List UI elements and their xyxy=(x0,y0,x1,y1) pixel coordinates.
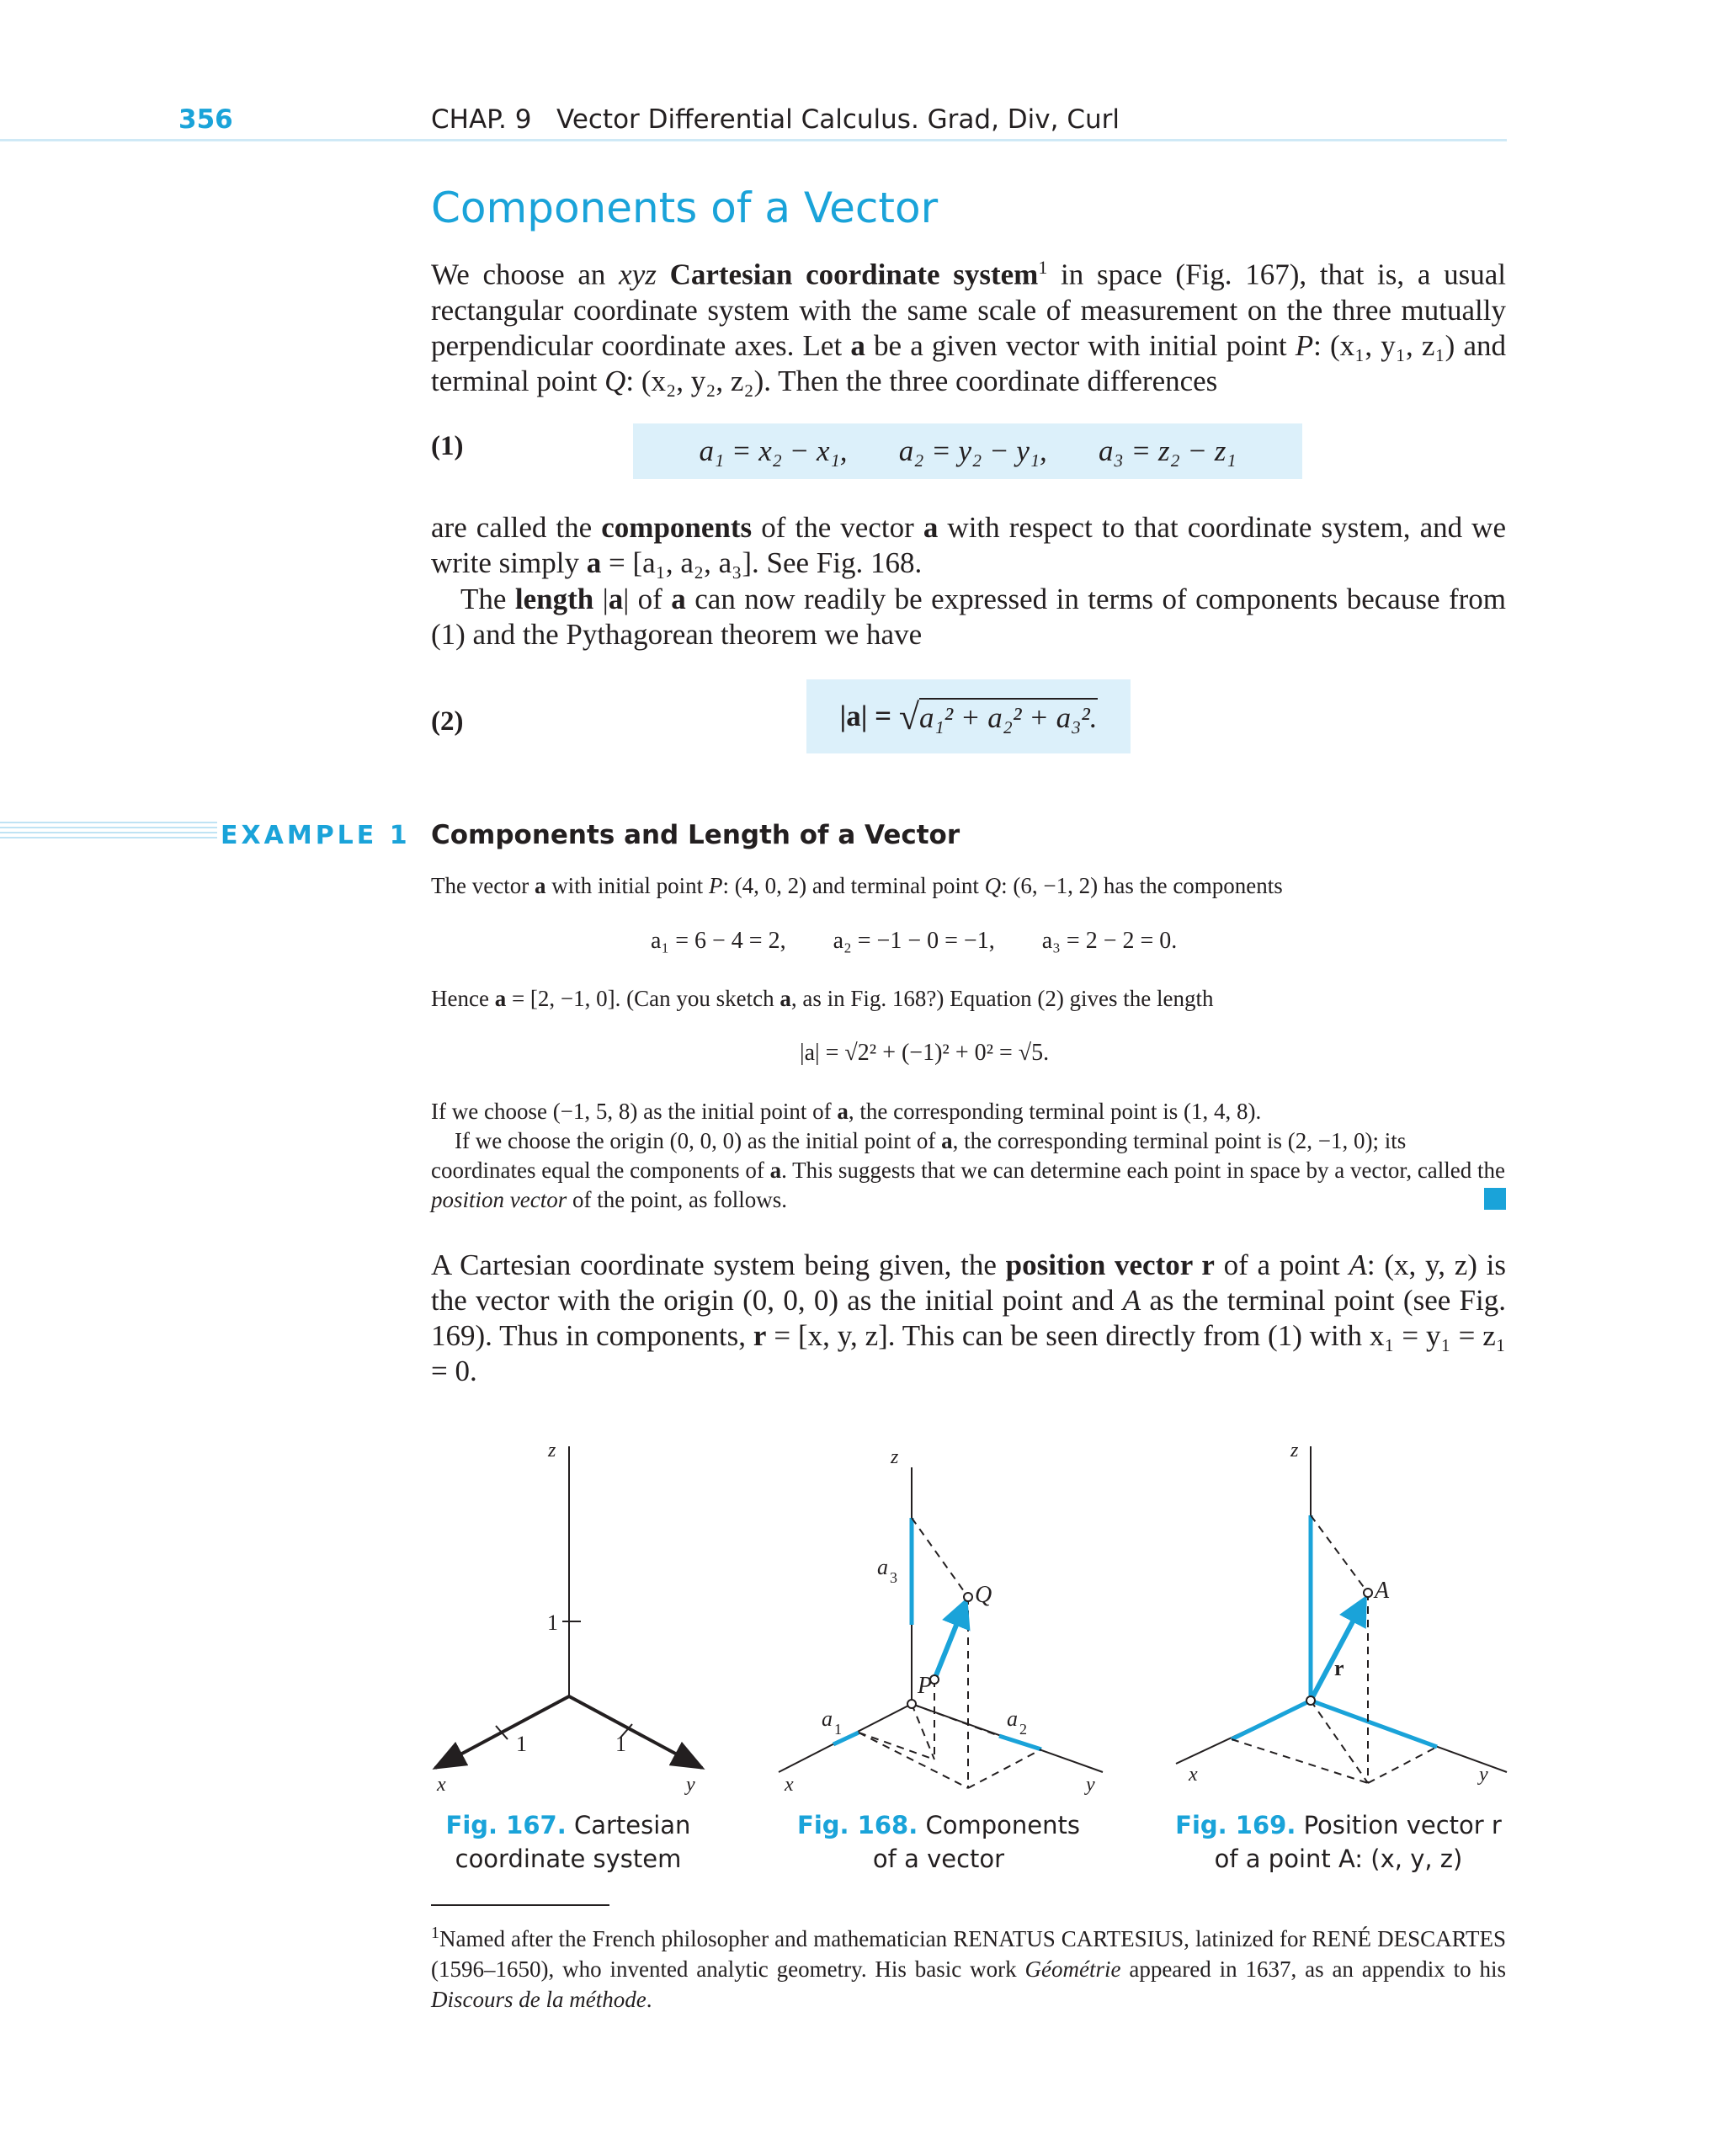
section-title: Components of a Vector xyxy=(431,184,939,232)
fig169-caption: Fig. 169. Position vector r of a point A: (x, y, z) xyxy=(1175,1811,1502,1873)
fig168-y-label: y xyxy=(1086,1774,1095,1796)
fig168-z-label: z xyxy=(891,1446,899,1468)
header-rule xyxy=(0,139,1507,141)
fig168-a2-subscript: 2 xyxy=(1019,1721,1027,1738)
equation-1: a₁ = x₂ − x₁, a₂ = y₂ − y₁, a₃ = z₂ − z₁ xyxy=(633,423,1302,479)
figures-svg xyxy=(0,1423,1724,1802)
intro-paragraph: We choose an xyz Cartesian coordinate system$^1$ in space (Fig. 167), that is, a usual rectangular coordinate system with the same scale of measurement on the three mutually perpendicular coordinate axes. Let a be a given vector with initial point P: (x₁, y₁, z₁) and terminal point Q: (x₂, y₂, z₂). Then the three coordinate differences xyxy=(431,257,1507,397)
fig169-x-component xyxy=(1232,1701,1311,1739)
fig168-vector-a xyxy=(934,1602,966,1680)
fig167-tick-z-label: 1 xyxy=(547,1610,558,1635)
equation-2: |a| = √ a₁² + a₂² + a₃². xyxy=(806,679,1131,753)
fig168-point-q xyxy=(964,1593,972,1601)
footnote: $^1$Named after the French philosopher and mathematician RENATUS CARTESIUS, latinized for RENÉ DESCARTES (1596–1650), who invented analytic geometry. His basic work Géométrie appeared in 1637, as an appendix to his Discours de la méthode. xyxy=(431,1924,1506,2012)
fig167-x-label: x xyxy=(437,1774,446,1796)
running-head: CHAP. 9 Vector Differential Calculus. Grad, Div, Curl xyxy=(431,104,1120,135)
example-length-equation: |a| = √2² + (−1)² + 0² = √5. xyxy=(800,1040,1050,1066)
fig169-y-label: y xyxy=(1479,1764,1488,1786)
example-components-equation: a₁ = 6 − 4 = 2, a₂ = −1 − 0 = −1, a₃ = 2 − 2 = 0. xyxy=(651,928,1178,954)
fig167-y-label: y xyxy=(686,1774,695,1796)
footnote-ref[interactable]: 1 xyxy=(1038,257,1048,278)
fig168-x-label: x xyxy=(785,1774,794,1796)
length-paragraph: The length |a| of a can now readily be expressed in terms of components because from (1) and the Pythagorean theorem we have xyxy=(431,583,1506,651)
equation-1-label: (1) xyxy=(431,431,464,461)
example-paragraph-2: Hence a = [2, −1, 0]. (Can you sketch a, as in Fig. 168?) Equation (2) gives the length xyxy=(431,986,1214,1011)
fig169-r-label: r xyxy=(1334,1656,1344,1680)
fig168-a3-subscript: 3 xyxy=(890,1569,897,1586)
fig168-a1-subscript: 1 xyxy=(834,1721,842,1738)
fig169-position-vector xyxy=(1311,1600,1365,1701)
fig168-a2-segment xyxy=(999,1736,1041,1749)
equation-2-label: (2) xyxy=(431,706,464,737)
page-number: 356 xyxy=(178,104,233,135)
fig169-a-label: A xyxy=(1375,1578,1390,1604)
example-paragraph-3: If we choose (−1, 5, 8) as the initial point of a, the corresponding terminal point is (1, 4, 8). xyxy=(431,1099,1262,1124)
position-vector-paragraph: A Cartesian coordinate system being given, the position vector r of a point A: (x, y, z) is the vector with the origin (0, 0, 0) as the initial point and A as the terminal point (see Fig. 169). Thus in components, r = [x, y, z]. This can be seen directly from (1) with x₁ = y₁ = z₁ = 0. xyxy=(431,1248,1506,1387)
example-paragraph-4: If we choose the origin (0, 0, 0) as the initial point of a, the corresponding terminal point is (2, −1, 0); its coordinates equal the components of a. This suggests that we can determine each point in space by a vector, called the position vector of the point, as follows. xyxy=(431,1128,1506,1212)
fig168-a1-label: a xyxy=(822,1706,833,1731)
fig169-x-label: x xyxy=(1189,1764,1198,1786)
fig167-tick-x-label: 1 xyxy=(516,1732,527,1756)
fig168-drawing xyxy=(779,1446,1103,1796)
fig168-a3-label: a xyxy=(877,1555,888,1579)
fig169-point-a xyxy=(1364,1589,1372,1597)
fig168-caption: Fig. 168. Components of a vector xyxy=(797,1811,1080,1873)
fig167-tick-y-label: 1 xyxy=(615,1732,626,1756)
fig167-caption: Fig. 167. Cartesian coordinate system xyxy=(445,1811,691,1873)
example-label: EXAMPLE 1 xyxy=(217,821,411,850)
fig168-a2-label: a xyxy=(1007,1706,1018,1731)
example-title: Components and Length of a Vector xyxy=(431,820,960,850)
footnote-rule xyxy=(431,1904,609,1906)
components-paragraph: are called the components of the vector a with respect to that coordinate system, and we write simply a = [a₁, a₂, a₃]. See Fig. 168. xyxy=(431,511,1506,579)
fig167-y-axis xyxy=(569,1696,702,1768)
end-of-example-marker xyxy=(1484,1188,1506,1210)
fig169-z-label: z xyxy=(1290,1440,1299,1461)
fig167-x-tick xyxy=(496,1726,508,1739)
fig169-construction-lines xyxy=(1232,1515,1437,1783)
fig168-q-label: Q xyxy=(975,1582,992,1608)
fig168-p-label: P xyxy=(918,1673,933,1699)
example-paragraph-1: The vector a with initial point P: (4, 0, 2) and terminal point Q: (6, −1, 2) has the components xyxy=(431,873,1283,898)
fig167-drawing xyxy=(435,1440,702,1796)
fig169-y-component xyxy=(1311,1701,1437,1747)
fig169-origin xyxy=(1306,1696,1315,1705)
fig167-z-label: z xyxy=(548,1440,556,1461)
fig168-origin xyxy=(907,1700,916,1708)
fig169-drawing xyxy=(1176,1440,1507,1786)
